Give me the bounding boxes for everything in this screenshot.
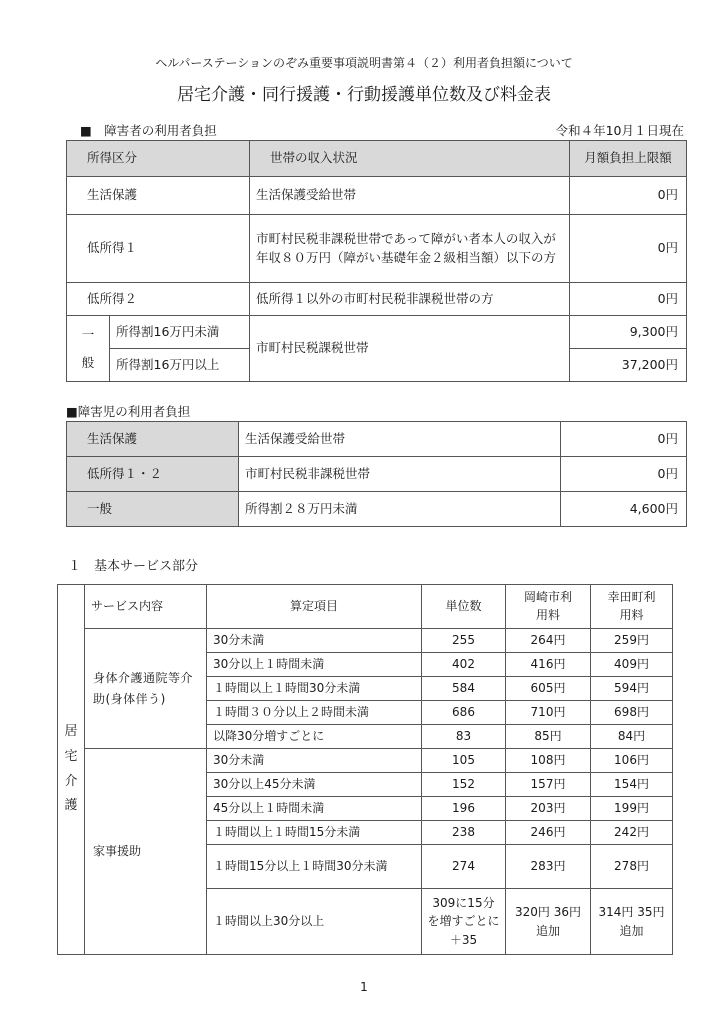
- header-units: 単位数: [422, 585, 506, 629]
- units: 686: [422, 701, 506, 725]
- child-section-label: ■障害児の利用者負担: [66, 404, 191, 419]
- document-subtitle: ヘルパーステーションのぞみ重要事項説明書第４（２）利用者負担額について: [155, 56, 573, 70]
- units: 255: [422, 629, 506, 653]
- okazaki-fee: 108円: [506, 749, 591, 773]
- okazaki-fee: 710円: [506, 701, 591, 725]
- units: 274: [422, 845, 506, 889]
- header-calc-item: 算定項目: [207, 585, 422, 629]
- table-row: [67, 283, 687, 316]
- income-category: 生活保護: [67, 422, 239, 457]
- household-status: 所得割２８万円未満: [239, 492, 561, 527]
- okazaki-fee: 416円: [506, 653, 591, 677]
- household-status: 市町村民税非課税世帯: [239, 457, 561, 492]
- calc-item: 30分未満: [207, 749, 422, 773]
- income-category: 一般: [67, 492, 239, 527]
- table-row: [67, 177, 687, 215]
- kota-fee: 154円: [591, 773, 673, 797]
- calc-item: １時間以上30分以上: [207, 889, 422, 955]
- table-row: [67, 492, 687, 527]
- table-row: [67, 215, 687, 283]
- okazaki-fee: 246円: [506, 821, 591, 845]
- okazaki-fee: 605円: [506, 677, 591, 701]
- household-status: 生活保護受給世帯: [250, 177, 570, 215]
- calc-item: １時間以上１時間30分未満: [207, 677, 422, 701]
- calc-item: １時間３０分以上２時間未満: [207, 701, 422, 725]
- table-row: [67, 457, 687, 492]
- okazaki-fee: 320円 36円追加: [506, 889, 591, 955]
- household-status: 生活保護受給世帯: [239, 422, 561, 457]
- general-label: 一般: [67, 316, 110, 382]
- effective-date: 令和４年10月１日現在: [555, 123, 684, 138]
- household-status: 市町村民税非課税世帯であって障がい者本人の収入が年収８０万円（障がい基礎年金２級相当額）以下の方: [250, 215, 570, 283]
- income-category: 生活保護: [67, 177, 250, 215]
- kota-fee: 314円 35円追加: [591, 889, 673, 955]
- income-category: 低所得１: [67, 215, 250, 283]
- header-okazaki-fee: 岡崎市利用料: [506, 585, 591, 629]
- header-income-category: 所得区分: [67, 141, 250, 177]
- header-monthly-limit: 月額負担上限額: [570, 141, 687, 177]
- calc-item: １時間以上１時間15分未満: [207, 821, 422, 845]
- income-category: 低所得２: [67, 283, 250, 316]
- units: 105: [422, 749, 506, 773]
- kota-fee: 698円: [591, 701, 673, 725]
- calc-item: 以降30分増すごとに: [207, 725, 422, 749]
- kota-fee: 242円: [591, 821, 673, 845]
- calc-item: 30分以上45分未満: [207, 773, 422, 797]
- service-table-header: [58, 585, 673, 629]
- units: 196: [422, 797, 506, 821]
- okazaki-fee: 283円: [506, 845, 591, 889]
- adult-section-label: ■ 障害者の利用者負担: [80, 123, 217, 138]
- monthly-limit: 0円: [570, 215, 687, 283]
- table-row: [58, 629, 673, 653]
- monthly-limit: 0円: [570, 283, 687, 316]
- income-category: 所得割16万円以上: [110, 349, 250, 382]
- header-service-content: サービス内容: [85, 585, 207, 629]
- calc-item: １時間15分以上１時間30分未満: [207, 845, 422, 889]
- units: 83: [422, 725, 506, 749]
- monthly-limit: 9,300円: [570, 316, 687, 349]
- monthly-limit: 0円: [561, 422, 687, 457]
- income-category: 低所得１・２: [67, 457, 239, 492]
- okazaki-fee: 157円: [506, 773, 591, 797]
- household-status: 低所得１以外の市町村民税非課税世帯の方: [250, 283, 570, 316]
- kota-fee: 594円: [591, 677, 673, 701]
- document-title: 居宅介護・同行援護・行動援護単位数及び料金表: [177, 85, 551, 105]
- kota-fee: 199円: [591, 797, 673, 821]
- kota-fee: 259円: [591, 629, 673, 653]
- calc-item: 30分以上１時間未満: [207, 653, 422, 677]
- units: 584: [422, 677, 506, 701]
- monthly-limit: 37,200円: [570, 349, 687, 382]
- monthly-limit: 0円: [570, 177, 687, 215]
- kota-fee: 84円: [591, 725, 673, 749]
- service-group-name: 家事援助: [85, 749, 207, 955]
- service-side-label: 居宅介護: [58, 585, 85, 955]
- okazaki-fee: 85円: [506, 725, 591, 749]
- units: 152: [422, 773, 506, 797]
- header-kota-fee: 幸田町利用料: [591, 585, 673, 629]
- adult-burden-table: [66, 140, 687, 382]
- table-row: [67, 422, 687, 457]
- household-status: 市町村民税課税世帯: [250, 316, 570, 382]
- service-group-name: 身体介護通院等介助(身体伴う): [85, 629, 207, 749]
- okazaki-fee: 203円: [506, 797, 591, 821]
- calc-item: 30分未満: [207, 629, 422, 653]
- kota-fee: 106円: [591, 749, 673, 773]
- okazaki-fee: 264円: [506, 629, 591, 653]
- units: 309に15分を増すごとに＋35: [422, 889, 506, 955]
- header-household-status: 世帯の収入状況: [250, 141, 570, 177]
- table-row: [67, 316, 687, 349]
- units: 402: [422, 653, 506, 677]
- service-section-title: １ 基本サービス部分: [68, 559, 199, 574]
- income-category: 所得割16万円未満: [110, 316, 250, 349]
- service-fee-table: [57, 584, 673, 955]
- monthly-limit: 4,600円: [561, 492, 687, 527]
- kota-fee: 278円: [591, 845, 673, 889]
- child-burden-table: [66, 421, 687, 527]
- page-number: 1: [360, 980, 368, 994]
- table-row: [58, 749, 673, 773]
- kota-fee: 409円: [591, 653, 673, 677]
- units: 238: [422, 821, 506, 845]
- adult-table-header: [67, 141, 687, 177]
- calc-item: 45分以上１時間未満: [207, 797, 422, 821]
- monthly-limit: 0円: [561, 457, 687, 492]
